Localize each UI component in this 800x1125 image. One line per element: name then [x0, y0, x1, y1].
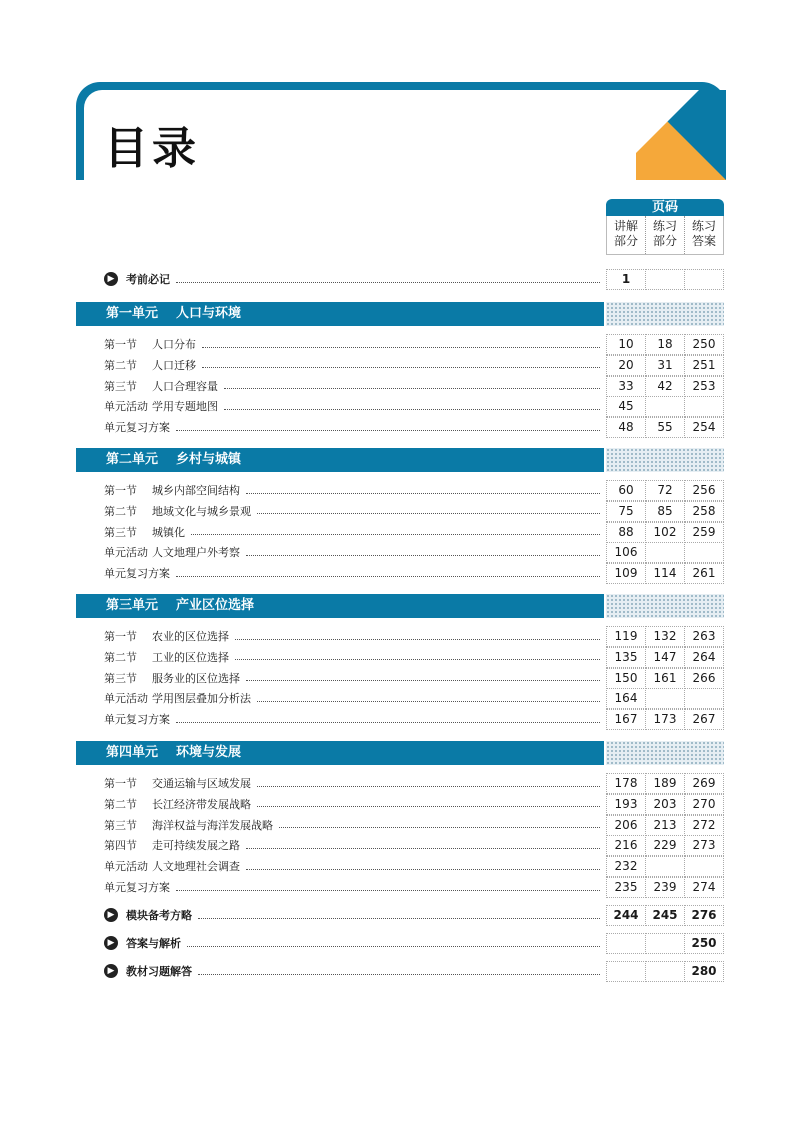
lecture-page: 1 — [606, 269, 646, 290]
toc-entry[interactable] — [104, 396, 724, 416]
toc-entry[interactable] — [104, 355, 724, 375]
page-cells — [606, 626, 724, 646]
lecture-page: 167 — [606, 709, 646, 730]
page-cells — [606, 396, 724, 416]
answer-page: 272 — [685, 815, 724, 836]
page-cells — [606, 501, 724, 521]
unit-pattern — [606, 741, 724, 765]
toc-entry-label — [104, 775, 604, 791]
answer-page: 267 — [685, 709, 724, 730]
leader-dots — [224, 403, 600, 410]
page-number-header — [606, 199, 724, 254]
answer-page: 276 — [685, 905, 724, 926]
section-number: 第二节 — [104, 650, 137, 664]
lecture-page: 106 — [606, 542, 646, 563]
toc-entry-label — [104, 670, 604, 686]
leader-dots — [279, 821, 600, 828]
col-answers: 练习 答案 — [684, 216, 723, 254]
leader-dots — [246, 549, 600, 556]
toc-entry-label — [104, 503, 604, 519]
toc-entry-textbook[interactable] — [104, 961, 724, 981]
toc-entry-label — [104, 858, 604, 874]
section-number: 第二节 — [104, 797, 137, 811]
exercise-page: 55 — [646, 417, 685, 438]
answer-page — [685, 856, 724, 877]
toc-entry[interactable] — [104, 563, 724, 583]
leader-dots — [187, 940, 600, 947]
unit-name: 乡村与城镇 — [176, 452, 242, 467]
section-title: 长江经济带发展战略 — [152, 797, 251, 811]
leader-dots — [235, 653, 600, 660]
unit-pattern — [606, 302, 724, 326]
toc-entry-label — [104, 837, 604, 853]
leader-dots — [246, 487, 600, 494]
section-title: 走可持续发展之路 — [152, 839, 240, 853]
answer-page: 258 — [685, 501, 724, 522]
arrow-icon: ▶ — [104, 964, 118, 978]
toc-entry[interactable] — [104, 522, 724, 542]
toc-entry-label — [104, 482, 604, 498]
toc-entry[interactable] — [104, 794, 724, 814]
answer-page: 266 — [685, 668, 724, 689]
lecture-page: 33 — [606, 376, 646, 397]
col-exercise: 练习 部分 — [645, 216, 684, 254]
leader-dots — [224, 382, 600, 389]
answer-page — [685, 688, 724, 709]
section-title: 服务业的区位选择 — [152, 671, 240, 685]
section-title: 城乡内部空间结构 — [152, 484, 240, 497]
lecture-page: 10 — [606, 334, 646, 355]
lecture-page: 109 — [606, 563, 646, 584]
exercise-page: 114 — [646, 563, 685, 584]
arrow-icon: ▶ — [104, 936, 118, 950]
exercise-page: 213 — [646, 815, 685, 836]
unit-name: 产业区位选择 — [176, 598, 255, 613]
unit-number: 第一单元 — [106, 306, 159, 321]
page-cells — [606, 542, 724, 562]
exercise-page: 72 — [646, 480, 685, 501]
section-number: 第二节 — [104, 358, 137, 372]
unit-heading[interactable] — [76, 741, 604, 765]
page-cells — [606, 522, 724, 542]
exercise-page: 147 — [646, 647, 685, 668]
lecture-page: 48 — [606, 417, 646, 438]
exercise-page — [646, 933, 685, 954]
answer-page: 264 — [685, 647, 724, 668]
lecture-page: 119 — [606, 626, 646, 647]
toc-entry-label — [104, 649, 604, 665]
leader-dots — [176, 570, 600, 577]
section-title: 人文地理社会调查 — [152, 860, 240, 874]
page-cells — [606, 269, 724, 289]
answer-page: 250 — [685, 334, 724, 355]
lecture-page: 232 — [606, 856, 646, 877]
leader-dots — [191, 528, 600, 535]
unit-heading[interactable] — [76, 594, 604, 618]
toc-entry[interactable] — [104, 773, 724, 793]
page-cells — [606, 376, 724, 396]
exercise-page: 18 — [646, 334, 685, 355]
lecture-page: 244 — [606, 905, 646, 926]
arrow-icon: ▶ — [104, 272, 118, 286]
page-cells — [606, 709, 724, 729]
section-number: 单元活动 — [104, 546, 148, 560]
toc-entry-label — [104, 628, 604, 644]
toc-entry-label — [104, 565, 604, 581]
lecture-page: 75 — [606, 501, 646, 522]
exercise-page: 42 — [646, 376, 685, 397]
leader-dots — [246, 863, 600, 870]
section-number: 第三节 — [104, 525, 137, 539]
page-cells — [606, 877, 724, 897]
exercise-page: 31 — [646, 355, 685, 376]
section-title: 人口合理容量 — [152, 379, 218, 393]
section-title: 地域文化与城乡景观 — [152, 504, 251, 518]
leader-dots — [202, 341, 600, 348]
toc-entry[interactable] — [104, 542, 724, 562]
section-number: 第三节 — [104, 818, 137, 832]
unit-heading[interactable] — [76, 448, 604, 472]
answer-page: 251 — [685, 355, 724, 376]
answer-page: 280 — [685, 961, 724, 982]
section-title: 人口分布 — [152, 338, 196, 351]
answer-page: 269 — [685, 773, 724, 794]
lecture-page: 135 — [606, 647, 646, 668]
toc-entry[interactable] — [104, 626, 724, 646]
toc-entry[interactable] — [104, 480, 724, 500]
toc-entry[interactable] — [104, 688, 724, 708]
toc-entry[interactable] — [104, 877, 724, 897]
exercise-page — [646, 961, 685, 982]
answer-page: 274 — [685, 877, 724, 898]
section-number: 第三节 — [104, 379, 137, 393]
exercise-page: 85 — [646, 501, 685, 522]
section-number: 单元活动 — [104, 692, 148, 706]
section-number: 单元复习方案 — [104, 567, 170, 581]
unit-heading[interactable] — [76, 302, 604, 326]
section-title: 人口迁移 — [152, 358, 196, 372]
answer-page: 256 — [685, 480, 724, 501]
exercise-page: 161 — [646, 668, 685, 689]
leader-dots — [257, 780, 600, 787]
entry-title: 教材习题解答 — [126, 965, 192, 978]
toc-entry-label — [104, 796, 604, 812]
toc-entry-label — [104, 357, 604, 373]
unit-number: 第三单元 — [106, 598, 159, 613]
answer-page: 253 — [685, 376, 724, 397]
page-title: 目录 — [104, 123, 200, 174]
lecture-page: 193 — [606, 794, 646, 815]
toc-entry-label — [104, 524, 604, 540]
section-title: 人文地理户外考察 — [152, 546, 240, 560]
page-cells — [606, 856, 724, 876]
lecture-page: 216 — [606, 835, 646, 856]
exercise-page: 239 — [646, 877, 685, 898]
lecture-page: 235 — [606, 877, 646, 898]
toc-entry-label — [104, 879, 604, 895]
section-number: 单元复习方案 — [104, 713, 170, 727]
section-number: 第四节 — [104, 839, 137, 853]
toc-entry-label — [104, 378, 604, 394]
page-cells — [606, 815, 724, 835]
toc-entry-label — [104, 544, 604, 560]
section-number: 第三节 — [104, 671, 137, 685]
exercise-page — [646, 688, 685, 709]
section-number: 第一节 — [104, 484, 137, 497]
leader-dots — [246, 842, 600, 849]
answer-page — [685, 542, 724, 563]
leader-dots — [235, 633, 600, 640]
page-cells — [606, 355, 724, 375]
leader-dots — [246, 674, 600, 681]
answer-page: 254 — [685, 417, 724, 438]
section-title: 农业的区位选择 — [152, 630, 229, 643]
unit-pattern — [606, 448, 724, 472]
answer-page: 250 — [685, 933, 724, 954]
lecture-page: 150 — [606, 668, 646, 689]
section-title: 城镇化 — [152, 525, 185, 539]
toc-entry[interactable] — [104, 835, 724, 855]
page-cells — [606, 773, 724, 793]
unit-number: 第二单元 — [106, 452, 159, 467]
toc-entry-label — [104, 711, 604, 727]
lecture-page — [606, 961, 646, 982]
toc-entry[interactable] — [104, 856, 724, 876]
page-cells — [606, 961, 724, 981]
section-title: 学用专题地图 — [152, 400, 218, 414]
unit-name: 环境与发展 — [176, 745, 242, 760]
unit-name: 人口与环境 — [176, 306, 242, 321]
arrow-icon: ▶ — [104, 908, 118, 922]
toc-entry-label — [104, 336, 604, 352]
toc-entry[interactable] — [104, 668, 724, 688]
leader-dots — [198, 968, 600, 975]
leader-dots — [176, 884, 600, 891]
section-number: 单元活动 — [104, 860, 148, 874]
toc-entry-strategy[interactable] — [104, 905, 724, 925]
lecture-page — [606, 933, 646, 954]
entry-title: 模块备考方略 — [126, 909, 192, 922]
section-title: 海洋权益与海洋发展战略 — [152, 818, 273, 832]
lecture-page: 88 — [606, 522, 646, 543]
section-number: 第一节 — [104, 630, 137, 643]
col-lecture: 讲解 部分 — [613, 219, 638, 248]
answer-page: 261 — [685, 563, 724, 584]
exercise-page: 203 — [646, 794, 685, 815]
lecture-page: 206 — [606, 815, 646, 836]
lecture-page: 60 — [606, 480, 646, 501]
leader-dots — [176, 424, 600, 431]
toc-entry-label — [104, 963, 604, 979]
section-number: 第一节 — [104, 338, 137, 351]
section-title: 交通运输与区域发展 — [152, 777, 251, 790]
toc-entry[interactable] — [104, 647, 724, 667]
answer-page — [685, 269, 724, 290]
answer-page — [685, 396, 724, 417]
answer-page: 259 — [685, 522, 724, 543]
exercise-page: 189 — [646, 773, 685, 794]
section-number: 第二节 — [104, 504, 137, 518]
lecture-page: 178 — [606, 773, 646, 794]
exercise-page: 132 — [646, 626, 685, 647]
exercise-page — [646, 396, 685, 417]
leader-dots — [202, 361, 600, 368]
toc-entry-label — [104, 419, 604, 435]
exercise-page: 229 — [646, 835, 685, 856]
leader-dots — [176, 716, 600, 723]
lecture-page: 45 — [606, 396, 646, 417]
answer-page: 270 — [685, 794, 724, 815]
toc-entry[interactable] — [104, 815, 724, 835]
toc-entry[interactable] — [104, 501, 724, 521]
toc-entry-label — [104, 398, 604, 414]
page-cells — [606, 417, 724, 437]
toc-entry[interactable] — [104, 709, 724, 729]
page-cells — [606, 933, 724, 953]
page-cells — [606, 905, 724, 925]
section-title: 学用图层叠加分析法 — [152, 692, 251, 706]
leader-dots — [257, 507, 600, 514]
lecture-page: 164 — [606, 688, 646, 709]
exercise-page: 173 — [646, 709, 685, 730]
toc-entry-label — [104, 907, 604, 923]
page-number-label: 页码 — [606, 199, 724, 216]
page-cells — [606, 647, 724, 667]
page-cells — [606, 563, 724, 583]
leader-dots — [198, 912, 600, 919]
toc-entry[interactable] — [104, 334, 724, 354]
toc-entry-label — [104, 690, 604, 706]
section-number: 单元复习方案 — [104, 421, 170, 435]
page-cells — [606, 480, 724, 500]
unit-pattern — [606, 594, 724, 618]
toc-entry-intro[interactable] — [104, 269, 724, 289]
section-number: 单元活动 — [104, 400, 148, 414]
answer-page: 263 — [685, 626, 724, 647]
entry-title: 考前必记 — [126, 273, 170, 286]
unit-number: 第四单元 — [106, 745, 159, 760]
exercise-page — [646, 269, 685, 290]
page-cells — [606, 835, 724, 855]
section-number: 单元复习方案 — [104, 881, 170, 894]
exercise-page — [646, 542, 685, 563]
toc-entry[interactable] — [104, 376, 724, 396]
section-number: 第一节 — [104, 777, 137, 790]
leader-dots — [257, 800, 600, 807]
toc-entry-answers[interactable] — [104, 933, 724, 953]
exercise-page — [646, 856, 685, 877]
leader-dots — [176, 276, 600, 283]
toc-entry-label — [104, 271, 604, 287]
entry-title: 答案与解析 — [126, 937, 181, 950]
exercise-page: 102 — [646, 522, 685, 543]
leader-dots — [257, 695, 600, 702]
page-cells — [606, 668, 724, 688]
exercise-page: 245 — [646, 905, 685, 926]
toc-entry[interactable] — [104, 417, 724, 437]
toc-entry-label — [104, 817, 604, 833]
answer-page: 273 — [685, 835, 724, 856]
section-title: 工业的区位选择 — [152, 650, 229, 664]
toc-entry-label — [104, 935, 604, 951]
page-cells — [606, 794, 724, 814]
lecture-page: 20 — [606, 355, 646, 376]
page-cells — [606, 334, 724, 354]
page-cells — [606, 688, 724, 708]
